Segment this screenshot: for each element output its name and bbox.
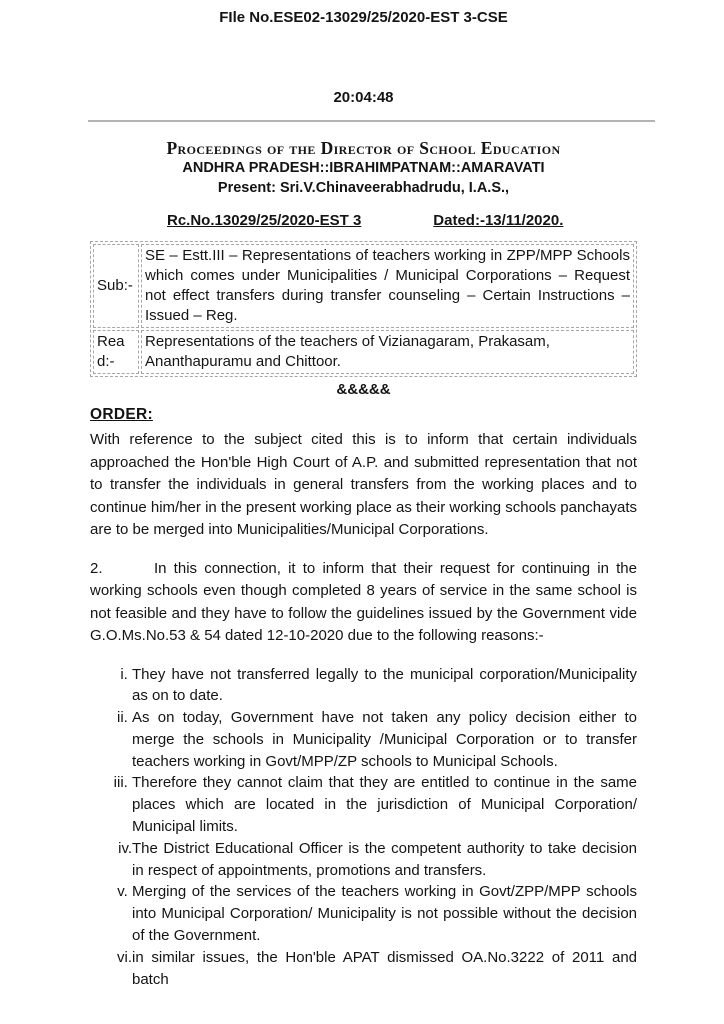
list-item-text: They have not transferred legally to the municipal corporation/Municipality as on to date. [132, 665, 637, 705]
list-item-v [96, 881, 637, 946]
list-item-vi [96, 947, 637, 991]
reasons-list [96, 664, 637, 991]
list-marker: iv. [118, 839, 132, 857]
list-marker: vi. [117, 948, 132, 966]
reference-line [167, 212, 637, 229]
list-item-iv [96, 838, 637, 882]
list-marker: v. [117, 883, 132, 901]
list-item-text: As on today, Government have not taken any policy decision either to merge the schools in Municipality /Municipal Corporation or to transfer teachers working in Govt/MPP/ZP schools to Municipal Schools. [132, 709, 637, 770]
list-marker: ii. [117, 709, 132, 727]
paragraph-2-text: In this connection, it to inform that their request for continuing in the working schools even though completed 8 years of service in the same school is not feasible and they have to follow the guidelines issued by the Government vide G.O.Ms.No.53 & 54 dated 12-10-2020 due to the following reasons:- [90, 559, 637, 644]
dated-value: Dated:-13/11/2020. [433, 212, 564, 229]
order-paragraph-2 [90, 558, 637, 648]
list-item-ii [96, 707, 637, 772]
subject-read-table [90, 241, 637, 377]
order-heading: ORDER: [90, 406, 153, 423]
read-label: Read:- [93, 330, 139, 374]
file-number: FIle No.ESE02-13029/25/2020-EST 3-CSE [219, 9, 508, 26]
list-item-text: in similar issues, the Hon'ble APAT dismissed OA.No.3222 of 2011 and batch [132, 948, 637, 988]
proceedings-title: Proceedings of the Director of School Education [166, 138, 561, 158]
list-item-text: Therefore they cannot claim that they are entitled to continue in the same places which are located in the jurisdiction of Municipal Corporation/ Municipal limits. [132, 774, 637, 836]
table-row-read [93, 330, 634, 374]
order-paragraph-1: With reference to the subject cited this is to inform that certain individuals approached the Hon'ble High Court of A.P. and submitted representation that not to transfer the individuals in general transfers from the working places and to continue him/her in the present working place as their working schools panchayats are to be merged into Municipalities/Municipal Corporations. [90, 431, 637, 538]
list-item-iii [96, 772, 637, 837]
subject-text: SE – Estt.III – Representations of teachers working in ZPP/MPP Schools which comes under Municipalities / Municipal Corporations – Request not effect transfers during transfer counseling – Certain Instructions – Issued – Reg. [141, 244, 634, 328]
list-marker: iii. [113, 774, 132, 792]
horizontal-rule [88, 120, 655, 122]
paragraph-number: 2. [90, 559, 103, 577]
timestamp: 20:04:48 [333, 89, 394, 106]
subject-label: Sub:- [93, 244, 139, 328]
list-item-text: The District Educational Officer is the competent authority to take decision in respect of appointments, promotions and transfers. [132, 839, 637, 879]
list-item-text: Merging of the services of the teachers working in Govt/ZPP/MPP schools into Municipal Corporation/ Municipality is not possible without the decision of the Government. [132, 883, 637, 945]
present-line: Present: Sri.V.Chinaveerabhadrudu, I.A.S., [217, 180, 510, 196]
office-line: ANDHRA PRADESH::IBRAHIMPATNAM::AMARAVATI [182, 160, 545, 176]
rc-number: Rc.No.13029/25/2020-EST 3 [167, 212, 362, 229]
read-text: Representations of the teachers of Vizianagaram, Prakasam, Ananthapuramu and Chittoor. [141, 330, 634, 374]
list-marker: i. [120, 665, 132, 683]
list-item-i [96, 664, 637, 708]
section-separator: &&&&& [336, 381, 391, 398]
table-row-subject [93, 244, 634, 328]
